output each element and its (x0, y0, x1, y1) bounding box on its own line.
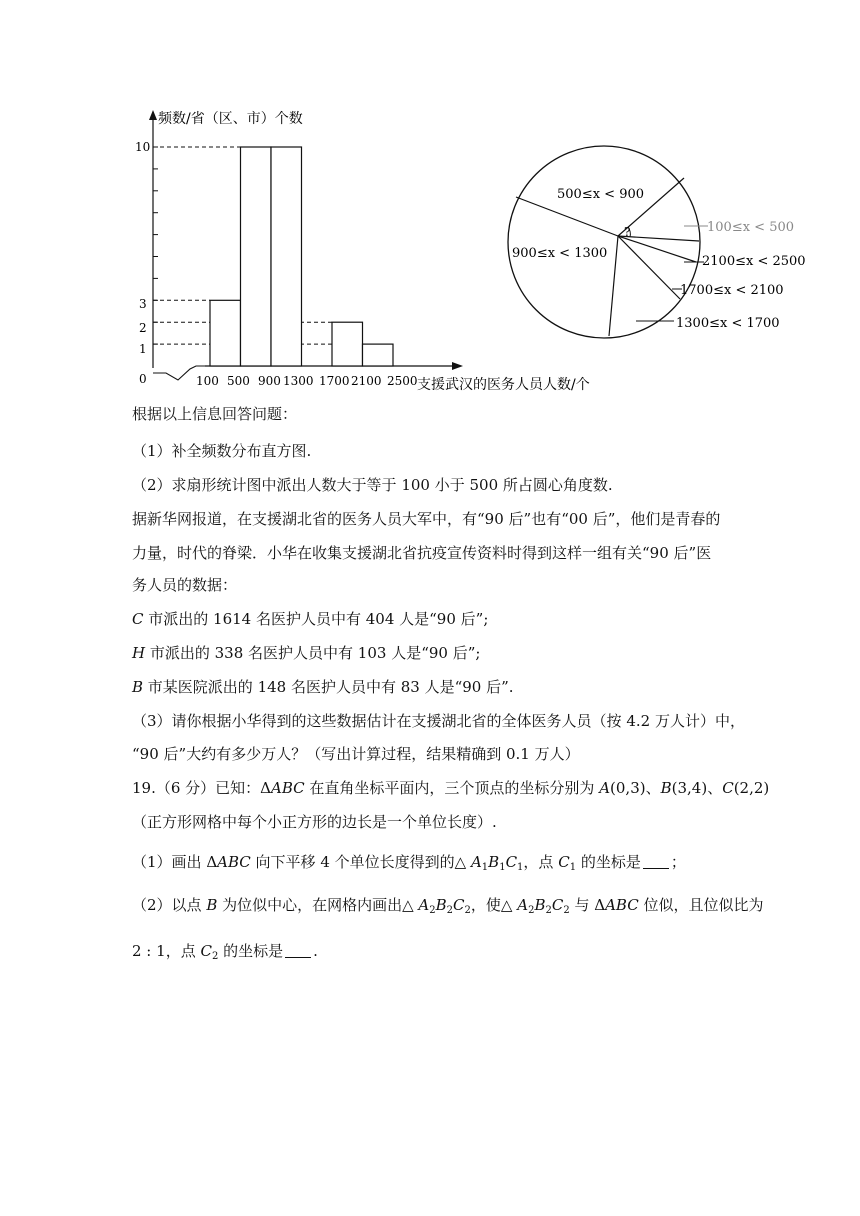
subscript: 2 (211, 951, 219, 962)
histogram-bar-100-500 (210, 300, 241, 366)
delta-symbol: Δ (260, 779, 272, 797)
origin-label: 0 (139, 372, 147, 386)
city-h-text: 市派出的 338 名医护人员中有 103 人是“90 后”; (145, 644, 481, 662)
point-b1: B (488, 853, 500, 871)
question-3-line-2: “90 后”大约有多少万人？（写出计算过程，结果精确到 0.1 万人） (132, 745, 580, 763)
sq2-cont-tail: . (313, 942, 318, 960)
pie-chart (508, 146, 806, 338)
sq1-text-3: 的坐标是 (576, 853, 641, 871)
separator: 、 (707, 779, 723, 797)
triangle-abc: ABC (217, 853, 251, 871)
pie-divider-5 (618, 236, 680, 299)
x-tick-label-100: 100 (196, 374, 219, 388)
delta-symbol: Δ (206, 853, 218, 871)
city-h-data (132, 643, 480, 663)
x-tick-labels (196, 374, 418, 388)
point-b: B (660, 779, 672, 797)
point-c1-ref: C (558, 853, 570, 871)
subscript: 2 (464, 905, 471, 916)
subscript: 2 (429, 905, 436, 916)
histogram-bars (210, 147, 393, 366)
sq1-tail: ； (670, 853, 686, 871)
city-h-letter: H (132, 644, 146, 662)
city-b-text: 市某医院派出的 148 名医护人员中有 83 人是“90 后”. (143, 678, 514, 696)
subquestion-2 (132, 895, 764, 921)
triangle-abc: ABC (605, 896, 639, 914)
point-a-coord: (0,3) (610, 779, 646, 797)
question-2: （2）求扇形统计图中派出人数大于等于 100 小于 500 所占圆心角度数. (132, 476, 613, 494)
sq2-cont-text-2: 的坐标是 (218, 942, 284, 960)
point-a2: A (517, 896, 529, 914)
x-axis-label: 支援武汉的医务人员人数/个 (417, 377, 590, 393)
y-tick-label-2: 2 (139, 321, 147, 335)
sq1-text-2: ，点 (523, 853, 559, 871)
subscript: 2 (545, 905, 552, 916)
sq2-text-4: 位似，且位似比为 (638, 896, 764, 914)
pie-label-1300-1700: 1300≤x < 1700 (676, 316, 780, 331)
similarity-ratio: 2 : 1 (132, 942, 166, 960)
sq2-text-2: ，使△ (470, 896, 518, 914)
subscript: 2 (446, 905, 454, 916)
histogram-bar-500-900 (241, 147, 272, 366)
histogram-bar-1700-2100 (332, 322, 363, 366)
x-tick-label-2500: 2500 (387, 374, 418, 388)
subscript: 2 (563, 905, 570, 916)
point-a: A (599, 779, 611, 797)
point-c2-ref: C (200, 942, 212, 960)
x-axis-arrow (452, 362, 463, 370)
point-b: B (206, 896, 218, 914)
news-paragraph-line-3: 务人员的数据： (132, 576, 238, 594)
sq2-text: 为位似中心，在网格内画出△ (217, 896, 419, 914)
point-c1: C (505, 853, 518, 871)
x-tick-label-1700: 1700 (319, 374, 350, 388)
problem-19-line-1 (132, 778, 769, 798)
news-paragraph-line-1: 据新华网报道，在支援湖北省的医务人员大军中，有“90 后”也有“00 后”，他们是青春的 (132, 510, 721, 528)
question-1: （1）补全频数分布直方图. (132, 442, 312, 460)
answer-blank-2[interactable] (285, 943, 311, 958)
pie-label-2100-2500: 2100≤x < 2500 (702, 254, 806, 269)
pie-divider-1 (516, 197, 618, 236)
point-a2: A (418, 896, 430, 914)
city-b-data (132, 677, 514, 697)
triangle-abc: ABC (271, 779, 305, 797)
pie-divider-6 (609, 236, 618, 336)
point-c: C (722, 779, 734, 797)
point-b-coord: (3,4) (671, 779, 708, 797)
intro-line: 根据以上信息回答问题： (132, 405, 298, 423)
subscript: 1 (569, 862, 577, 873)
x-tick-label-500: 500 (227, 374, 250, 388)
y-axis-ticks (153, 147, 158, 344)
y-tick-label-1: 1 (139, 342, 147, 356)
x-tick-label-900: 900 (258, 374, 281, 388)
city-c-text: 市派出的 1614 名医护人员中有 404 人是“90 后”; (143, 610, 489, 628)
sq2-cont-text: ，点 (165, 942, 201, 960)
x-tick-label-2100: 2100 (351, 374, 382, 388)
subquestion-1 (132, 852, 686, 878)
histogram-bar-900-1300 (271, 147, 302, 366)
pie-circle (508, 146, 700, 338)
y-tick-label-3: 3 (139, 297, 147, 311)
separator: 、 (645, 779, 661, 797)
sq2-prefix: （2）以点 (132, 896, 207, 914)
x-tick-label-1300: 1300 (283, 374, 314, 388)
pie-label-900-1300: 900≤x < 1300 (512, 246, 608, 261)
y-axis-arrow (149, 110, 157, 120)
subscript: 2 (528, 905, 535, 916)
sq1-text: 向下平移 4 个单位长度得到的△ (250, 853, 471, 871)
point-c2: C (551, 896, 564, 914)
delta-symbol: Δ (594, 896, 606, 914)
subscript: 1 (499, 862, 506, 873)
y-tick-labels (135, 140, 150, 356)
subquestion-2-cont (132, 941, 318, 967)
histogram-bar-2100-2500 (363, 344, 394, 366)
answer-blank-1[interactable] (643, 854, 669, 869)
pie-label-100-500: 100≤x < 500 (707, 220, 795, 235)
problem-19-number: 19.（6 分）已知： (132, 779, 261, 797)
sq1-prefix: （1）画出 (132, 853, 207, 871)
subscript: 1 (481, 862, 489, 873)
city-b-letter: B (132, 678, 144, 696)
point-c2: C (453, 896, 465, 914)
point-c-coord: (2,2) (733, 779, 770, 797)
question-3-line-1: （3）请你根据小华得到的这些数据估计在支援湖北省的全体医务人员（按 4.2 万人计）中， (132, 712, 745, 730)
y-axis-label: 频数/省（区、市）个数 (158, 111, 303, 127)
point-a1: A (470, 853, 482, 871)
city-c-letter: C (132, 610, 144, 628)
point-b2: B (534, 896, 546, 914)
figure-area (0, 0, 860, 400)
y-tick-label-10: 10 (135, 140, 151, 154)
sq2-text-3: 与 (569, 896, 595, 914)
problem-19-line-2: （正方形网格中每个小正方形的边长是一个单位长度）. (132, 813, 497, 831)
problem-19-text: 在直角坐标平面内，三个顶点的坐标分别为 (304, 779, 600, 797)
city-c-data (132, 609, 488, 629)
subscript: 1 (517, 862, 524, 873)
unknown-angle-mark: ? (624, 225, 631, 239)
pie-label-1700-2100: 1700≤x < 2100 (680, 283, 784, 298)
point-b2: B (435, 896, 447, 914)
news-paragraph-line-2: 力量，时代的脊梁．小华在收集支援湖北省抗疫宣传资料时得到这样一组有关“90 后”医 (132, 544, 712, 562)
pie-label-500-900: 500≤x < 900 (557, 187, 645, 202)
